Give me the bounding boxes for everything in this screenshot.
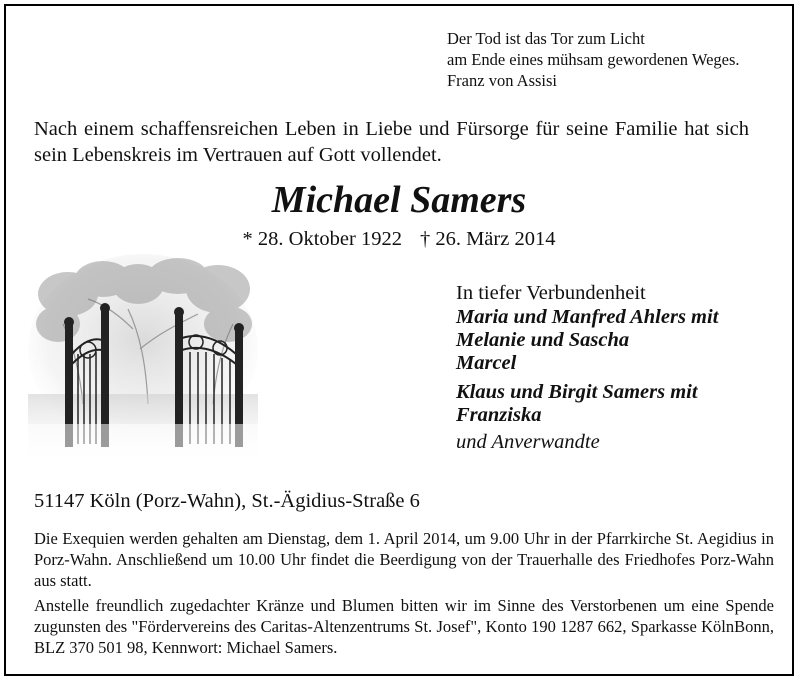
quote-line-2: am Ende eines mühsam gewordenen Weges. xyxy=(447,50,740,69)
quote-block xyxy=(447,28,740,91)
intro-text: Nach einem schaffensreichen Leben in Liebe und Fürsorge für seine Familie hat sich sein Lebenskreis im Vertrauen auf Gott vollendet. xyxy=(34,118,749,166)
mourner-line: Franziska xyxy=(456,404,542,426)
funeral-details-paragraph: Die Exequien werden gehalten am Dienstag, dem 1. April 2014, um 9.00 Uhr in der Pfarrkirche St. Aegidius in Porz-Wahn. Anschließend um 10.00 Uhr findet die Beerdigung von der Trauerhalle des Friedhofes Porz-Wahn aus statt. xyxy=(34,529,774,590)
death-date: † 26. März 2014 xyxy=(419,228,556,250)
mourners-relatives: und Anverwandte xyxy=(456,431,600,453)
deceased-name: Michael Samers xyxy=(271,179,527,221)
mourner-line: Maria und Manfred Ahlers mit xyxy=(456,306,719,328)
mourner-line: Marcel xyxy=(456,352,517,374)
quote-line-1: Der Tod ist das Tor zum Licht xyxy=(447,29,645,48)
quote-author: Franz von Assisi xyxy=(447,71,558,90)
obituary-notice xyxy=(4,4,794,676)
donation-paragraph: Anstelle freundlich zugedachter Kränze und Blumen bitten wir im Sinne des Verstorbenen um eine Spende zugunsten des "Fördervereins des Caritas-Altenzentrums St. Josef", Konto 190 1287 662, Sparkasse KölnBonn, BLZ 370 501 98, Kennwort: Michael Samers. xyxy=(34,596,774,657)
mourners-block xyxy=(456,280,718,455)
birth-date: * 28. Oktober 1922 xyxy=(242,228,402,250)
mourner-line: Melanie und Sascha xyxy=(456,329,630,351)
life-dates xyxy=(6,228,792,251)
cemetery-gate-illustration xyxy=(28,254,258,474)
mourner-line: Klaus und Birgit Samers mit xyxy=(456,381,698,403)
mourners-lead: In tiefer Verbundenheit xyxy=(456,282,646,304)
family-address: 51147 Köln (Porz-Wahn), St.-Ägidius-Straße 6 xyxy=(34,490,420,512)
